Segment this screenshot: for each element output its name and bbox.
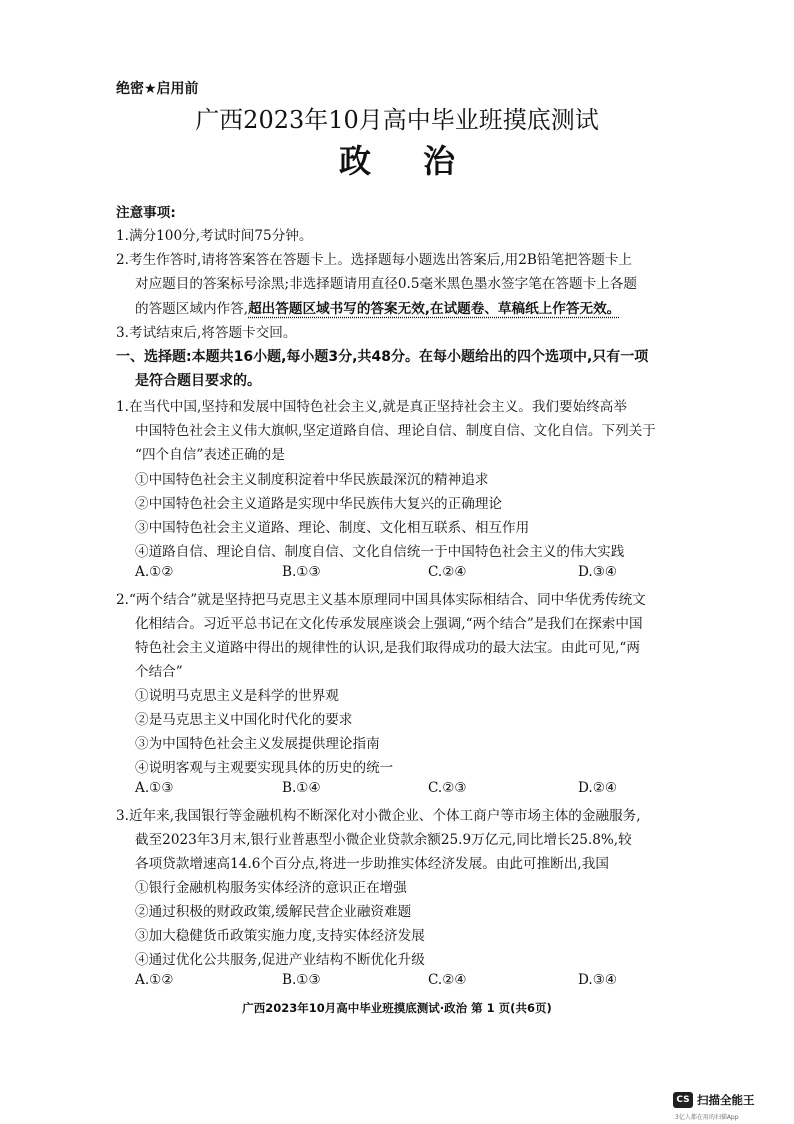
- subject-title: 政治: [338, 142, 507, 180]
- q2-item-4: ④说明客观与主观要实现具体的历史的统一: [135, 760, 394, 776]
- q2-stem-line-1: 2.“两个结合”就是坚持把马克思主义基本原理同中国具体实际相结合、同中华优秀传统文: [116, 592, 646, 608]
- note-2-line-3-plain: 的答题区域内作答,: [135, 301, 249, 317]
- q1-stem-line-1: 1.在当代中国,坚持和发展中国特色社会主义,就是真正坚持社会主义。我们要始终高举: [116, 399, 627, 415]
- section-heading-line-1: 一、选择题:本题共16小题,每小题3分,共48分。在每小题给出的四个选项中,只有一项: [116, 349, 649, 365]
- note-2-line-3-emphasis: 超出答题区域书写的答案无效,在试题卷、草稿纸上作答无效。: [248, 301, 621, 317]
- q1-option-c: C.②④: [428, 564, 467, 580]
- q3-stem-line-3: 各项贷款增速高14.6个百分点,将进一步助推实体经济发展。由此可推断出,我国: [135, 856, 609, 872]
- q2-stem-line-3: 特色社会主义道路中得出的规律性的认识,是我们取得成功的最大法宝。由此可见,“两: [135, 640, 640, 656]
- q2-stem-line-4: 个结合”: [135, 664, 183, 680]
- q1-stem-line-2: 中国特色社会主义伟大旗帜,坚定道路自信、理论自信、制度自信、文化自信。下列关于: [135, 423, 656, 439]
- q3-item-3: ③加大稳健货币政策实施力度,支持实体经济发展: [135, 928, 425, 944]
- q1-item-1: ①中国特色社会主义制度积淀着中华民族最深沉的精神追求: [135, 472, 489, 488]
- q3-item-1: ①银行金融机构服务实体经济的意识正在增强: [135, 880, 407, 896]
- q2-option-b: B.①④: [282, 780, 321, 796]
- q3-stem-line-1: 3.近年来,我国银行等金融机构不断深化对小微企业、个体工商户等市场主体的金融服务,: [116, 808, 641, 824]
- watermark-tagline: 3亿人都在用的扫描App: [675, 1114, 739, 1121]
- watermark-app-name: 扫描全能王: [697, 1093, 755, 1107]
- q3-item-2: ②通过积极的财政政策,缓解民营企业融资难题: [135, 904, 412, 920]
- q3-stem-line-2: 截至2023年3月末,银行业普惠型小微企业贷款余额25.9万亿元,同比增长25.8%,较: [135, 832, 632, 848]
- note-2-line-2: 对应题目的答案标号涂黑;非选择题请用直径0.5毫米黑色墨水签字笔在答题卡上各题: [135, 276, 637, 292]
- q2-item-1: ①说明马克思主义是科学的世界观: [135, 688, 339, 704]
- q3-item-4: ④通过优化公共服务,促进产业结构不断优化升级: [135, 952, 425, 968]
- section-heading-line-2: 是符合题目要求的。: [135, 373, 261, 389]
- note-3: 3.考试结束后,将答题卡交回。: [116, 325, 297, 341]
- q2-option-d: D.②④: [578, 780, 618, 796]
- q1-option-b: B.①③: [282, 564, 321, 580]
- q1-item-3: ③中国特色社会主义道路、理论、制度、文化相互联系、相互作用: [135, 520, 530, 536]
- exam-title: 广西2023年10月高中毕业班摸底测试: [195, 106, 599, 134]
- note-1: 1.满分100分,考试时间75分钟。: [116, 228, 313, 244]
- camscanner-logo-icon: CS: [673, 1092, 693, 1108]
- q3-option-c: C.②④: [428, 972, 467, 988]
- q1-item-2: ②中国特色社会主义道路是实现中华民族伟大复兴的正确理论: [135, 496, 503, 512]
- q1-option-d: D.③④: [578, 564, 618, 580]
- q2-item-3: ③为中国特色社会主义发展提供理论指南: [135, 736, 380, 752]
- q3-option-d: D.③④: [578, 972, 618, 988]
- note-2-line-1: 2.考生作答时,请将答案答在答题卡上。选择题每小题选出答案后,用2B铅笔把答题卡上: [116, 252, 633, 268]
- secret-mark: 绝密★启用前: [116, 81, 199, 97]
- q1-item-4: ④道路自信、理论自信、制度自信、文化自信统一于中国特色社会主义的伟大实践: [135, 544, 625, 560]
- q3-option-b: B.①③: [282, 972, 321, 988]
- q1-option-a: A.①②: [135, 564, 174, 580]
- page-footer: 广西2023年10月高中毕业班摸底测试·政治 第 1 页(共6页): [242, 1001, 552, 1015]
- note-2-line-3: [135, 297, 620, 317]
- q2-stem-line-2: 化相结合。习近平总书记在文化传承发展座谈会上强调,“两个结合”是我们在探索中国: [135, 616, 643, 632]
- notes-heading: 注意事项:: [116, 205, 176, 221]
- q3-option-a: A.①②: [135, 972, 174, 988]
- q2-option-a: A.①③: [135, 780, 174, 796]
- q2-option-c: C.②③: [428, 780, 467, 796]
- q1-stem-line-3: “四个自信”表述正确的是: [135, 447, 285, 463]
- q2-item-2: ②是马克思主义中国化时代化的要求: [135, 712, 353, 728]
